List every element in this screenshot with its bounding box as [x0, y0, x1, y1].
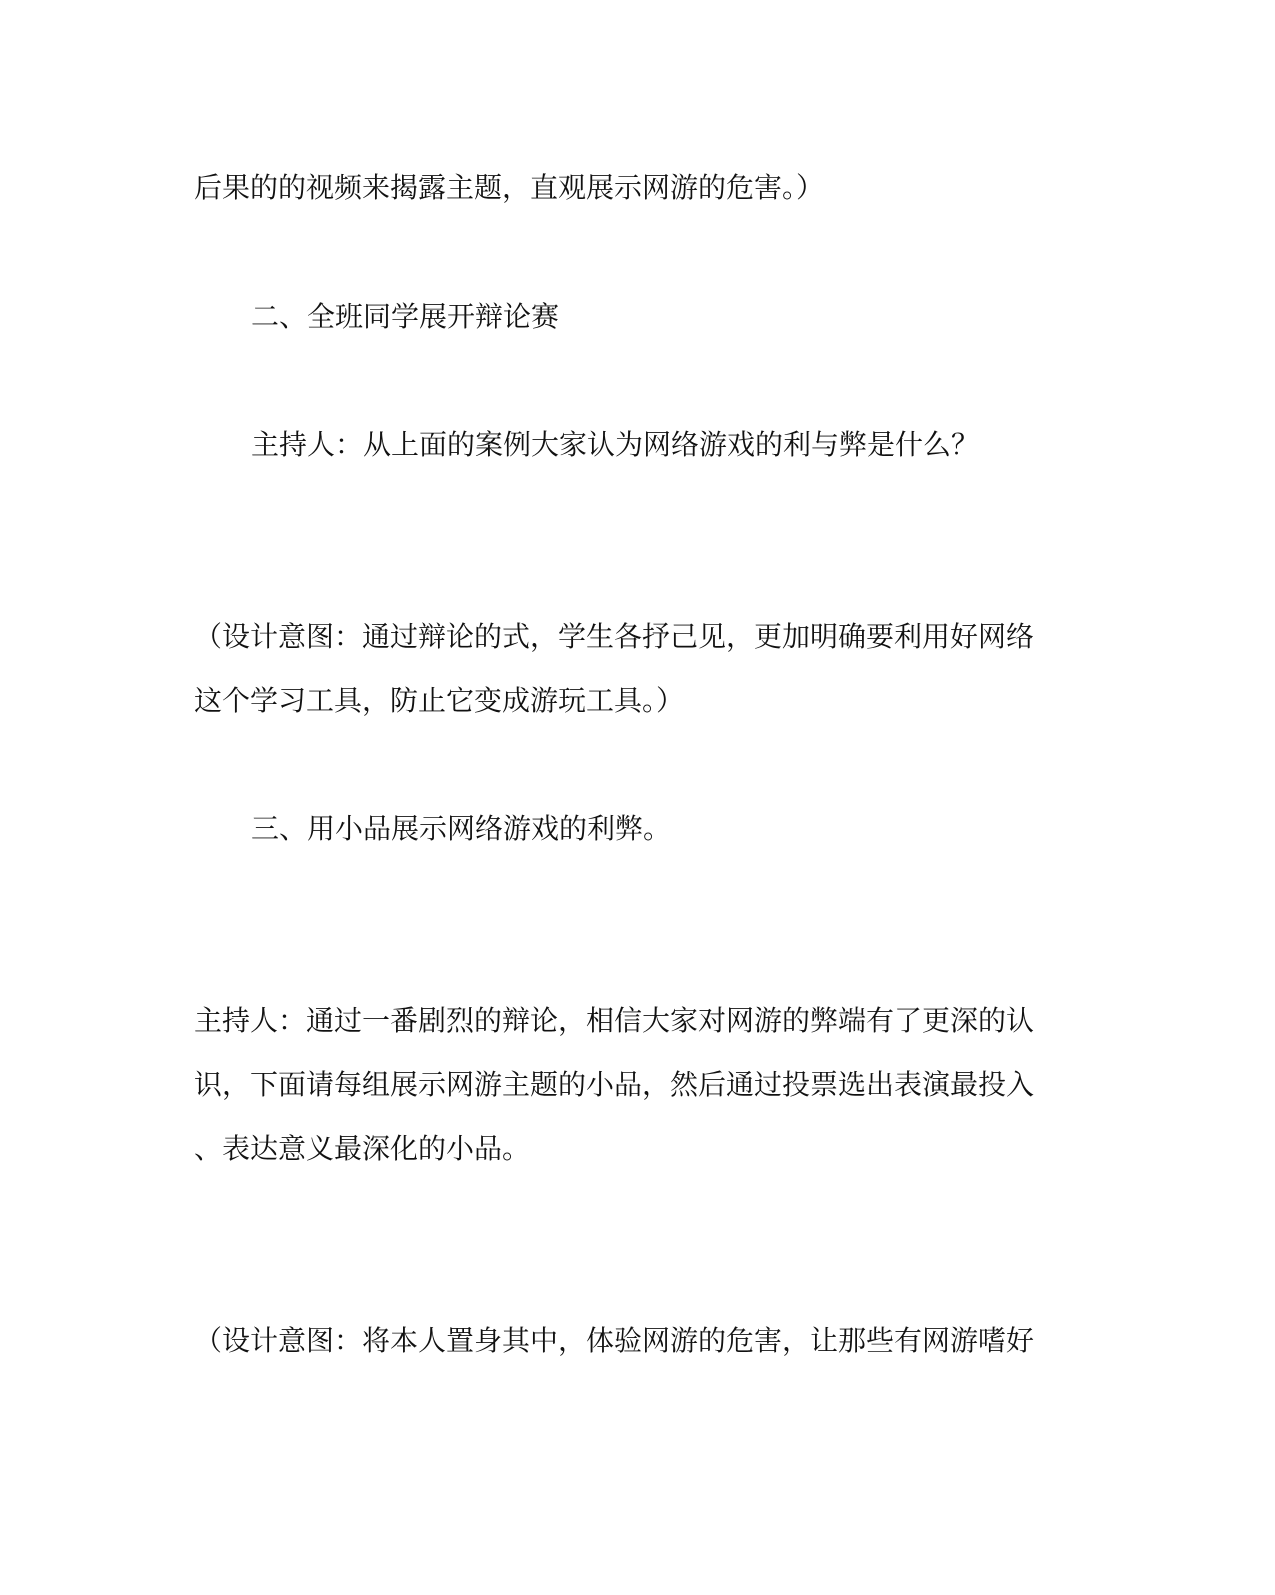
section-heading-2: 二、全班同学展开辩论赛: [251, 300, 560, 333]
host-speech-line-3: 、表达意义最深化的小品。: [194, 1132, 531, 1165]
design-intent-line-3: （设计意图：将本人置身其中，体验网游的危害，让那些有网游嗜好: [194, 1324, 1035, 1357]
design-intent-line-2: 这个学习工具，防止它变成游玩工具。）: [194, 684, 685, 717]
design-intent-line-1: （设计意图：通过辩论的式，学生各抒己见，更加明确要利用好网络: [194, 620, 1035, 653]
host-question-line: 主持人：从上面的案例大家认为网络游戏的利与弊是什么？: [251, 428, 980, 461]
text-line-1: 后果的的视频来揭露主题，直观展示网游的危害。）: [194, 171, 825, 204]
host-speech-line-2: 识，下面请每组展示网游主题的小品，然后通过投票选出表演最投入: [194, 1068, 1035, 1101]
section-heading-3: 三、用小品展示网络游戏的利弊。: [251, 812, 672, 845]
host-speech-line-1: 主持人：通过一番剧烈的辩论，相信大家对网游的弊端有了更深的认: [194, 1004, 1035, 1037]
